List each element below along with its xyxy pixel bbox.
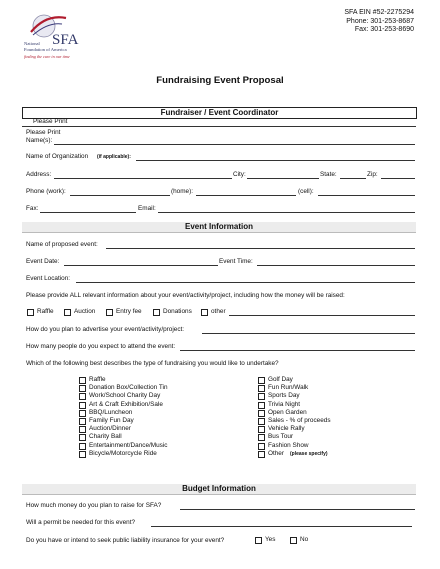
fax-text: Fax: 301-253-8690 [354, 26, 414, 34]
home-field[interactable] [196, 195, 296, 196]
insurance-yes-label: Yes [265, 536, 276, 543]
budget-heading: Budget Information [22, 484, 416, 495]
coordinator-heading: Fundraiser / Event Coordinator [160, 108, 279, 117]
event-location-label: Event Location: [26, 275, 71, 282]
type-option-label: Sports Day [268, 392, 300, 400]
event-date-field[interactable] [64, 265, 218, 266]
sfa-logo [22, 12, 92, 68]
type-checkbox[interactable] [79, 410, 86, 417]
insurance-no-label: No [300, 536, 309, 543]
state-label: State: [320, 171, 337, 178]
raffle-checkbox[interactable] [27, 309, 34, 316]
type-checkbox[interactable] [79, 418, 86, 425]
phone-work-label: Phone (work): [26, 188, 66, 195]
org-label: Name of Organization [26, 153, 89, 160]
event-location-field[interactable] [76, 282, 415, 283]
event-time-label: Event Time: [219, 258, 253, 265]
type-checkbox[interactable] [258, 402, 265, 409]
inline-options [26, 308, 416, 318]
type-option-label: Trivia Night [268, 400, 301, 408]
type-option-label: Golf Day [268, 376, 293, 383]
zip-field[interactable] [381, 178, 415, 179]
cell-label: (cell): [298, 188, 314, 195]
logo-line-2: Foundation of America [24, 47, 67, 52]
auction-checkbox[interactable] [64, 309, 71, 316]
email-label: Email: [138, 205, 156, 212]
names-field[interactable] [54, 144, 415, 145]
type-option-label: Auction/Dinner [89, 425, 131, 433]
event-name-field[interactable] [106, 248, 415, 249]
type-checkbox[interactable] [79, 426, 86, 433]
org-note: (if applicable): [97, 154, 131, 160]
raise-field[interactable] [180, 509, 415, 510]
type-checkbox[interactable] [79, 402, 86, 409]
donations-checkbox[interactable] [153, 309, 160, 316]
type-checkbox[interactable] [79, 385, 86, 392]
type-option-label: Family Fun Day [89, 416, 134, 424]
phone-work-field[interactable] [70, 195, 170, 196]
type-option-label: Work/School Charity Day [89, 392, 161, 400]
type-option-label: Fashion Show [268, 441, 309, 449]
coordinator-heading-box [22, 107, 417, 119]
fax-label: Fax: [26, 205, 39, 212]
other-field[interactable] [229, 315, 415, 316]
type-checkbox[interactable] [79, 451, 86, 458]
type-option-label: Art & Craft Exhibition/Sale [89, 400, 163, 408]
type-checkbox[interactable] [258, 426, 265, 433]
event-heading: Event Information [22, 222, 416, 233]
permit-label: Will a permit be needed for this event? [26, 519, 136, 526]
logo-letters: SFA [52, 32, 79, 48]
type-option-label: Sales - % of proceeds [268, 416, 331, 424]
zip-label: Zip: [367, 171, 378, 178]
city-label: City: [233, 171, 246, 178]
type-option-label: Vehicle Rally [268, 425, 305, 433]
entry-fee-checkbox[interactable] [106, 309, 113, 316]
donations-option-label: Donations [163, 308, 192, 315]
type-option-label: BBQ/Luncheon [89, 408, 133, 416]
insurance-label: Do you have or intend to seek public liability insurance for your event? [26, 537, 225, 544]
home-label: (home): [171, 188, 194, 195]
event-time-field[interactable] [257, 265, 415, 266]
type-checkbox[interactable] [258, 377, 265, 384]
type-option-label: Bus Tour [268, 433, 294, 441]
names-label: Name(s): [26, 137, 53, 144]
attend-field[interactable] [180, 350, 415, 351]
state-field[interactable] [340, 178, 366, 179]
type-option-label: Fun Run/Walk [268, 384, 309, 392]
attend-label: How many people do you expect to attend the event: [26, 343, 176, 350]
type-option-label: Entertainment/Dance/Music [89, 441, 168, 449]
type-option-label: Bicycle/Motorcycle Ride [89, 449, 157, 457]
type-option-label: Raffle [89, 376, 106, 383]
address-label: Address: [26, 171, 52, 178]
please-print-box-label: Please Print [33, 118, 68, 125]
email-field[interactable] [158, 212, 415, 213]
page-title: Fundraising Event Proposal [156, 75, 284, 86]
raffle-option-label: Raffle [37, 308, 54, 315]
type-checkbox[interactable] [258, 393, 265, 400]
address-field[interactable] [54, 178, 232, 179]
city-field[interactable] [247, 178, 319, 179]
event-date-label: Event Date: [26, 258, 60, 265]
raise-label: How much money do you plan to raise for SFA? [26, 502, 162, 509]
ein-text: SFA EIN #52-2275294 [344, 9, 414, 16]
type-checkbox[interactable] [258, 410, 265, 417]
advertise-field[interactable] [202, 333, 415, 334]
fax-field[interactable] [40, 212, 136, 213]
type-checkbox[interactable] [79, 393, 86, 400]
event-name-label: Name of proposed event: [26, 241, 98, 248]
insurance-no-checkbox[interactable] [290, 537, 297, 544]
phone-text: Phone: 301-253-8687 [346, 17, 414, 25]
type-checkbox[interactable] [258, 451, 265, 458]
type-checkbox[interactable] [258, 385, 265, 392]
advertise-label: How do you plan to advertise your event/activity/project: [26, 326, 185, 333]
type-checkbox[interactable] [79, 443, 86, 450]
contact-block [344, 9, 414, 35]
logo-line-1: National [24, 41, 40, 46]
auction-option-label: Auction [74, 308, 96, 315]
logo-tagline: finding the cure in our time [24, 54, 70, 59]
entry-fee-option-label: Entry fee [116, 308, 142, 315]
cell-field[interactable] [318, 195, 415, 196]
type-checkbox[interactable] [79, 377, 86, 384]
type-option-label: Open Garden [268, 408, 307, 416]
other-specify-note: (please specify) [290, 450, 328, 457]
type-checkbox[interactable] [79, 434, 86, 441]
type-checkbox[interactable] [258, 443, 265, 450]
type-option-label: Other [268, 449, 284, 457]
type-option-label: Charity Ball [89, 433, 122, 441]
insurance-yes-checkbox[interactable] [255, 537, 262, 544]
please-print-label: Please Print [26, 129, 61, 136]
permit-field[interactable] [151, 526, 412, 527]
type-question: Which of the following best describes the type of fundraising you would like to undertake? [26, 360, 279, 367]
type-option-label: Donation Box/Collection Tin [89, 384, 168, 392]
other-checkbox[interactable] [201, 309, 208, 316]
type-checkbox[interactable] [258, 418, 265, 425]
other-option-label: other [211, 308, 226, 315]
org-field[interactable] [136, 160, 415, 161]
provide-info-text: Please provide ALL relevant information about your event/activity/project, including how the money will be raised: [26, 292, 345, 299]
type-checkbox[interactable] [258, 434, 265, 441]
